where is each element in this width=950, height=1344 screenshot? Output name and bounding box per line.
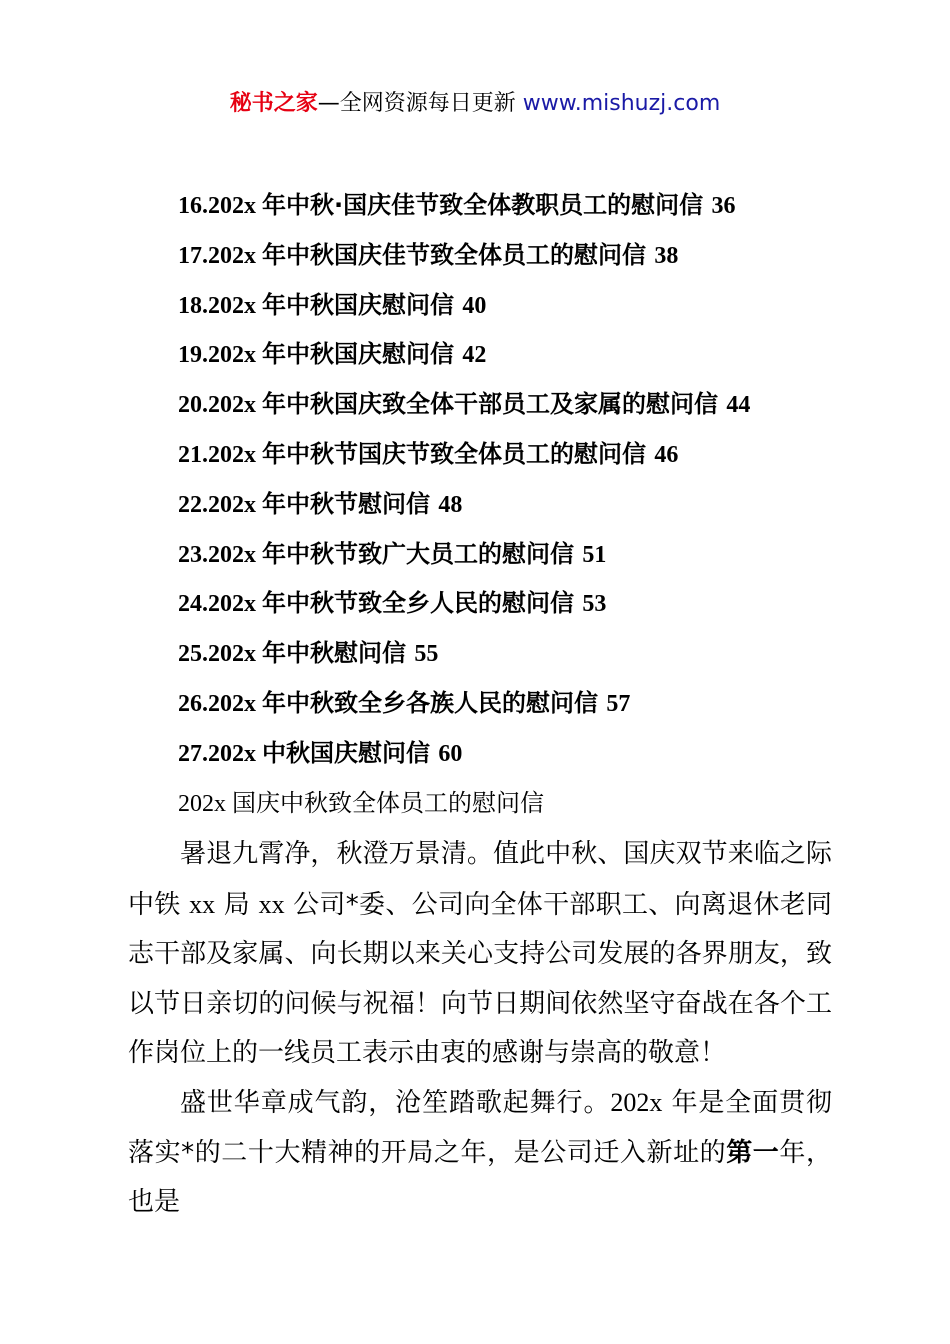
toc-item-number: 21.202x	[178, 441, 262, 468]
p1-text-e: 公司*委、公司向全体干部职工、向离退休老同志干部及家属、向长期以来关心支持公司发展的各界朋友，致以节日亲切的问候与祝福！向节日期间依然坚守奋战在各个工作岗位上的一线员工表示由衷的感谢与崇高的敬意！	[128, 889, 833, 1068]
toc-item-title: 年中秋节慰问信	[262, 489, 430, 518]
toc-item[interactable]	[178, 286, 878, 336]
toc-item-page: 38	[654, 242, 679, 269]
toc-item-number: 22.202x	[178, 491, 262, 518]
toc-item[interactable]	[178, 385, 878, 435]
toc-item-page: 60	[438, 740, 463, 767]
letter-paragraph-1	[128, 830, 832, 1079]
toc-item-title: 年中秋国庆慰问信	[262, 290, 454, 319]
toc-item-page: 46	[654, 441, 679, 468]
toc-item-title: 年中秋节致全乡人民的慰问信	[262, 589, 574, 618]
toc-item-page: 44	[726, 392, 751, 419]
toc-item[interactable]	[178, 734, 878, 784]
letter-title-text: 国庆中秋致全体员工的慰问信	[232, 789, 544, 817]
toc-item[interactable]	[178, 634, 878, 684]
toc-item-page: 42	[462, 342, 487, 369]
p2-text-c: 年是全面贯彻落实*的二十大精神的开局之年，是公司迁入新址的	[128, 1088, 832, 1168]
letter-paragraph-2	[128, 1078, 832, 1228]
letter-title-year: 202x	[178, 791, 232, 817]
site-header	[0, 88, 950, 120]
site-url-link[interactable]: www.mishuzj.com	[522, 91, 721, 116]
toc-item-title: 年中秋国庆慰问信	[262, 340, 454, 369]
toc-item-number: 20.202x	[178, 392, 262, 419]
p1-text-b: xx	[189, 889, 216, 919]
toc-item-page: 53	[582, 591, 607, 618]
toc-item[interactable]	[178, 435, 878, 485]
toc-item-title: 年中秋节国庆节致全体员工的慰问信	[262, 439, 646, 468]
toc-item[interactable]	[178, 485, 878, 535]
toc-item-number: 26.202x	[178, 690, 262, 717]
p1-text-c: 局	[215, 889, 259, 920]
toc-item-title: 年中秋致全乡各族人民的慰问信	[262, 688, 598, 717]
toc-item[interactable]	[178, 186, 878, 236]
toc-item[interactable]	[178, 335, 878, 385]
p2-text-e: 年，也是	[128, 1137, 832, 1217]
toc-item-page: 48	[438, 491, 463, 518]
toc-item[interactable]	[178, 236, 878, 286]
toc-item-title: 年中秋节致广大员工的慰问信	[262, 539, 574, 568]
toc-item[interactable]	[178, 535, 878, 585]
brand-name[interactable]: 秘书之家	[229, 91, 318, 116]
toc-item-page: 57	[606, 690, 631, 717]
toc-item-page: 51	[582, 541, 607, 568]
p2-text-b: 202x	[610, 1088, 663, 1117]
toc-item-number: 27.202x	[178, 740, 262, 767]
header-tagline: —全网资源每日更新	[317, 91, 523, 116]
toc-item[interactable]	[178, 684, 878, 734]
toc-item-page: 40	[462, 292, 487, 319]
toc-item-number: 23.202x	[178, 541, 262, 568]
toc-item-title: 年中秋国庆佳节致全体员工的慰问信	[262, 240, 646, 269]
toc-item-page: 55	[414, 641, 439, 668]
p1-text-d: xx	[258, 889, 285, 919]
toc-item-title: 年中秋国庆致全体干部员工及家属的慰问信	[262, 390, 718, 419]
toc-item-number: 16.202x	[178, 193, 262, 219]
p1-text-a: 暑退九霄净，秋澄万景清。值此中秋、国庆双节来临之际中铁	[128, 839, 832, 920]
table-of-contents	[178, 186, 878, 784]
toc-item-number: 18.202x	[178, 292, 262, 319]
toc-item-number: 25.202x	[178, 641, 262, 668]
toc-item-number: 19.202x	[178, 342, 262, 369]
toc-item-title: 年中秋·国庆佳节致全体教职员工的慰问信	[262, 191, 704, 219]
p2-text-a: 盛世华章成气韵，沧笙踏歌起舞行。	[180, 1088, 611, 1118]
toc-item[interactable]	[178, 584, 878, 634]
toc-item-page: 36	[711, 193, 736, 219]
toc-item-number: 17.202x	[178, 242, 262, 269]
p2-text-d: 第一	[726, 1137, 780, 1168]
toc-item-title: 中秋国庆慰问信	[262, 738, 430, 767]
letter-title	[178, 784, 544, 823]
toc-item-title: 年中秋慰问信	[262, 639, 406, 668]
toc-item-number: 24.202x	[178, 591, 262, 618]
